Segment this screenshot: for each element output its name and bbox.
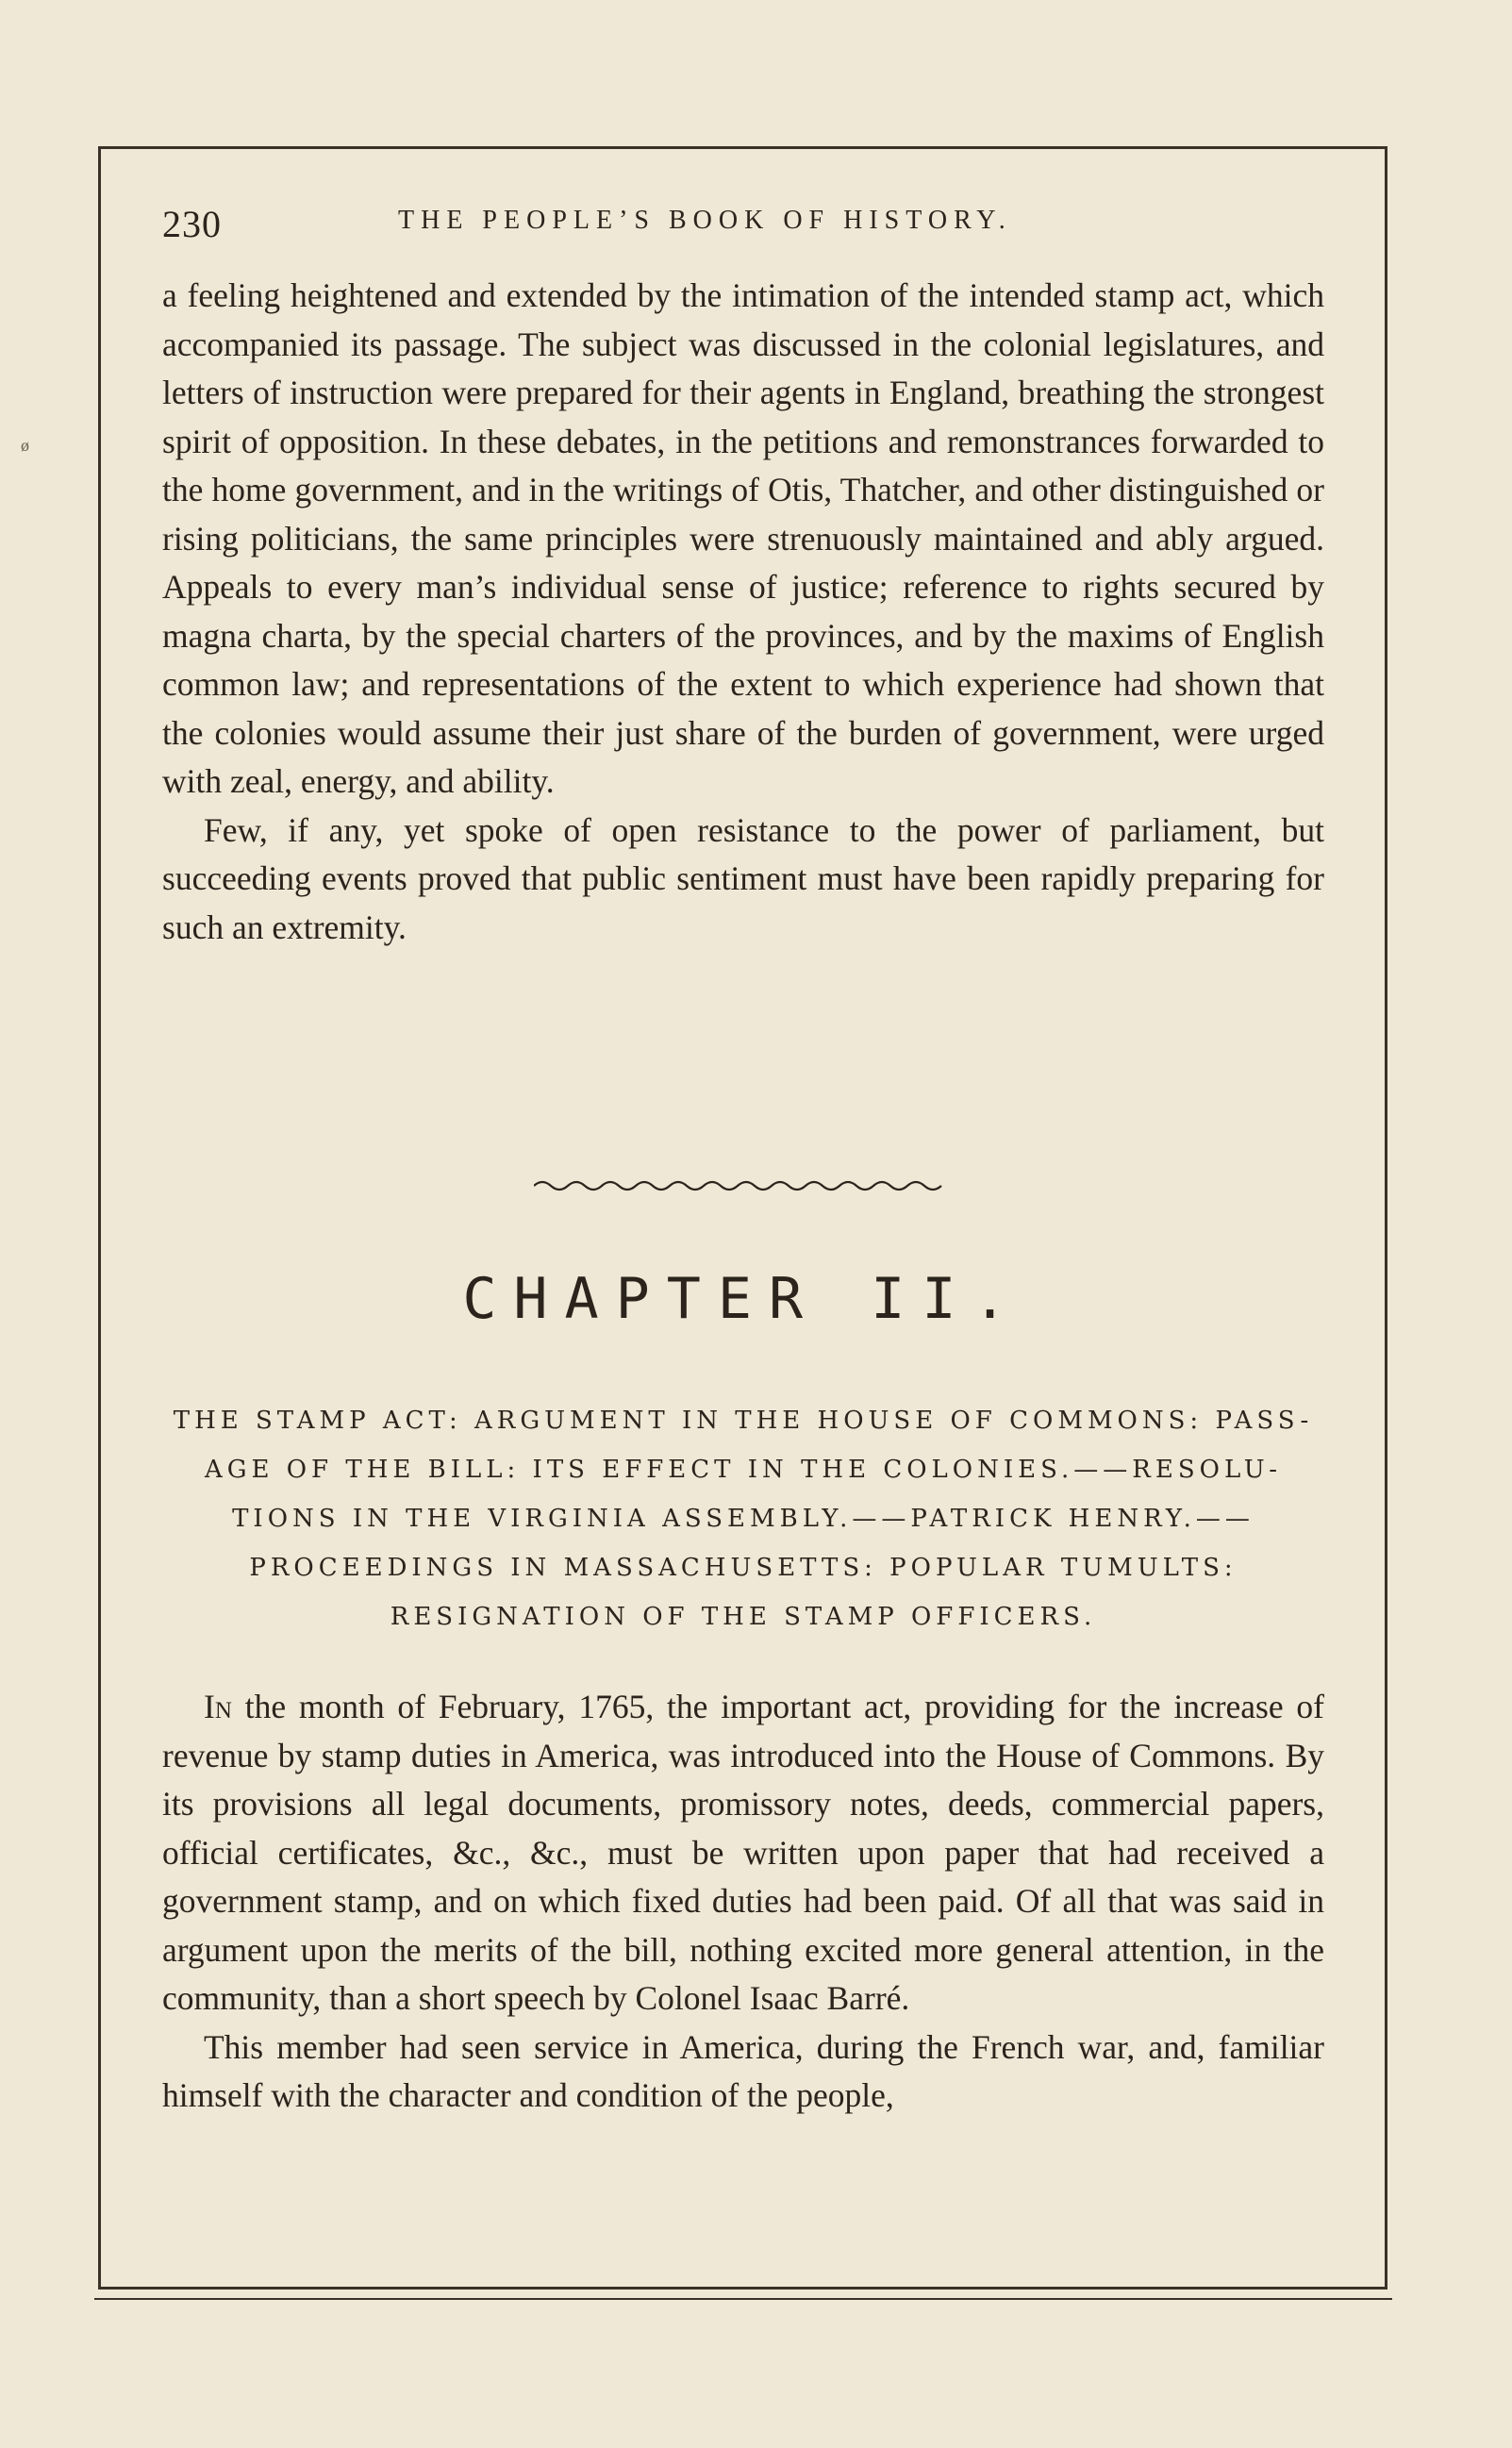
text-block-chapter [162,1683,1324,2121]
paragraph: Few, if any, yet spoke of open resistance to the power of parliament, but succeeding events proved that public sentiment must have been rapidly preparing for such an extremity. [162,810,1324,946]
drop-word: In [204,1688,232,1725]
chapter-title: CHAPTER II. [462,1266,1024,1332]
synopsis-line: THE STAMP ACT: ARGUMENT IN THE HOUSE OF COMMONS: PASS- [173,1407,1314,1435]
synopsis-line: RESIGNATION OF THE STAMP OFFICERS. [390,1603,1097,1631]
margin-mark: ø [21,436,29,455]
page-number: 230 [162,203,222,245]
chapter-synopsis [162,1396,1324,1641]
wavy-divider-ornament [534,1175,945,1196]
synopsis-line: TIONS IN THE VIRGINIA ASSEMBLY.——PATRICK HENRY.—— [232,1505,1254,1533]
paragraph: This member had seen service in America, during the French war, and, familiar himself with the character and condition of the people, [162,2027,1324,2114]
synopsis-line: AGE OF THE BILL: ITS EFFECT IN THE COLONIES.——RESOLU- [204,1456,1283,1484]
synopsis-line: PROCEEDINGS IN MASSACHUSETTS: POPULAR TUMULTS: [249,1554,1238,1582]
bottom-rule [94,2298,1392,2300]
paragraph-continued: a feeling heightened and extended by the intimation of the intended stamp act, which accompanied its passage. The subject was discussed in the colonial legislatures, and letters of instruction were prepared for their agents in England, breathing the strongest spirit of opposition. In these debates, in the petitions and remonstrances forwarded to the home government, and in the writings of Otis, Thatcher, and other distinguished or rising politicians, the same principles were strenuously maintained and ably argued. Appeals to every man’s individual sense of justice; reference to rights secured by magna charta, by the special charters of the provinces, and by the maxims of English common law; and representations of the extent to which experience had shown that the colonies would assume their just share of the burden of government, were urged with zeal, energy, and ability. [162,276,1324,800]
chapter-opening-paragraph [162,1683,1324,2023]
paragraph-text: the month of February, 1765, the important act, providing for the increase of revenue by stamp duties in America, was introduced into the House of Commons. By its provisions all legal documents, promissory notes, deeds, commercial papers, official certificates, &c., &c., must be written upon paper that had received a government stamp, and on which fixed duties had been paid. Of all that was said in argument upon the merits of the bill, nothing excited more general attention, in the community, than a short speech by Colonel Isaac Barré. [162,1688,1324,2017]
book-title: THE PEOPLE’S BOOK OF HISTORY. [398,206,1012,235]
running-head [162,198,1332,255]
text-block-continued [162,272,1324,952]
